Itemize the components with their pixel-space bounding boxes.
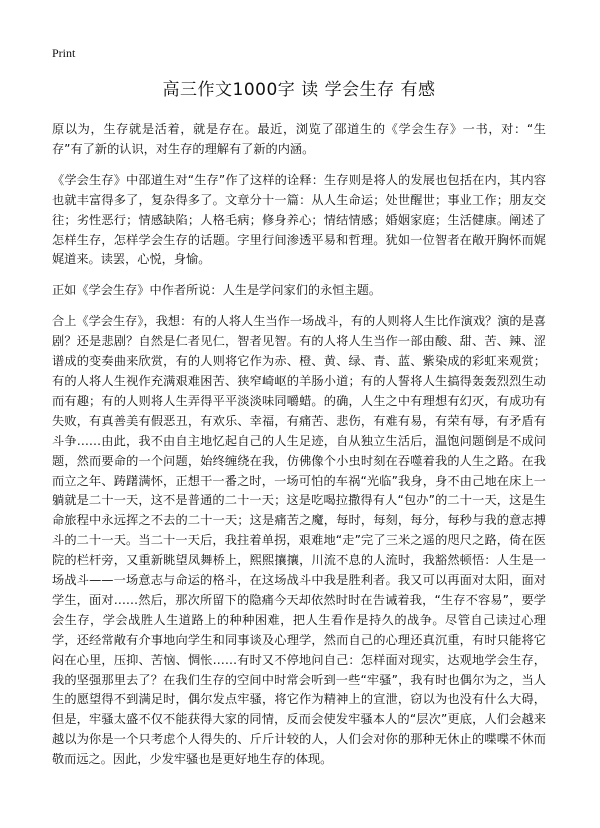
paragraph-intro: 原以为，生存就是活着，就是存在。最近，浏览了邵道生的《学会生存》一书，对：“生存”有了新的认识，对生存的理解有了新的内涵。 [52, 122, 546, 156]
page-title: 高三作文1000字 读 学会生存 有感 [162, 80, 436, 100]
article-body [52, 120, 546, 781]
paragraph-book-summary: 《学会生存》中邵道生对“生存”作了这样的诠释：生存则是将人的发展也包括在内，其内容也就丰富得多了，复杂得多了。文章分十一篇：从人生命运；处世醒世；事业工作；朋友交往；劣性恶行；情感缺陷；人格毛病；修身养心；情结情感；婚姻家庭；生活健康。阐述了怎样生存，怎样学会生存的话题。字里行间渗透平易和哲理。犹如一位智者在敞开胸怀而娓娓道来。读罢，心悦，身愉。 [52, 172, 546, 267]
print-link[interactable]: Print [52, 46, 76, 60]
paragraph-reflection: 合上《学会生存》，我想：有的人将人生当作一场战斗，有的人则将人生比作演戏？演的是喜剧？还是悲剧？自然是仁者见仁，智者见智。有的人将人生当作一部由酸、甜、苦、辣、涩谱成的变奏曲来欣赏，有的人则将它作为赤、橙、黄、绿、青、蓝、紫染成的彩虹来观赏；有的人将人生视作充满艰难困苦、狭窄崎岖的羊肠小道；有的人誓将人生搞得轰轰烈烈生动而有趣；有的人则将人生弄得平平淡淡味同嚼蜡。的确，人生之中有理想有幻灭，有成功有失败，有真善美有假恶丑，有欢乐、幸福，有痛苦、悲伤，有难有易，有荣有辱，有矛盾有斗争……由此，我不由自主地忆起自己的人生足迹，自从独立生活后，温饱问题倒是不成问题，然而要命的一个问题，始终缠绕在我，仿佛像个小虫时刻在吞噬着我的人生之路。在我而立之年、踌躇满怀，正想干一番之时，一场可怕的车祸“光临”我身，身不由己地在床上一躺就是二十一天，这不是普通的二十一天；这是吃喝拉撒得有人“包办”的二十一天，这是生命旅程中永远挥之不去的二十一天；这是痛苦之魔，每时，每刻，每分，每秒与我的意志搏斗的二十一天。当二十一天后，我拄着单拐，艰难地“走”完了三米之遥的咫尺之路，倚在医院的栏杆旁，又重新眺望凤舞桥上，熙熙攘攘，川流不息的人流时，我豁然顿悟：人生是一场战斗——一场意志与命运的格斗，在这场战斗中我是胜利者。我又可以再面对太阳，面对学生，面对……然后，那次所留下的隐痛今天却依然时时在告诫着我，“生存不容易”，要学会生存，学会战胜人生道路上的种种困难，把人生看作是持久的战争。尽管自己读过心理学，还经常敞有介事地向学生和同事谈及心理学，然而自己的心理还真沉重，有时只能将它闷在心里，压抑、苦恼、惆怅……有时又不停地问自己：怎样面对现实，达观地学会生存，我的坚强那里去了？在我们生存的空间中时常会听到一些“牢骚”，我有时也偶尔为之，当人生的愿望得不到满足时，偶尔发点牢骚，将它作为精神上的宣泄，窃以为也没有什么大碍，但是，牢骚太盛不仅不能获得大家的同情，反而会使发牢骚本人的“层次”更底，人们会越来越以为你是一个只考虑个人得失的、斤斤计较的人，人们会对你的那种无休止的喋喋不休而敬而远之。因此，少发牢骚也是更好地生存的体现。 [52, 314, 546, 767]
paragraph-author-quote: 正如《学会生存》中作者所说：人生是学问家们的永恒主题。 [52, 283, 382, 298]
